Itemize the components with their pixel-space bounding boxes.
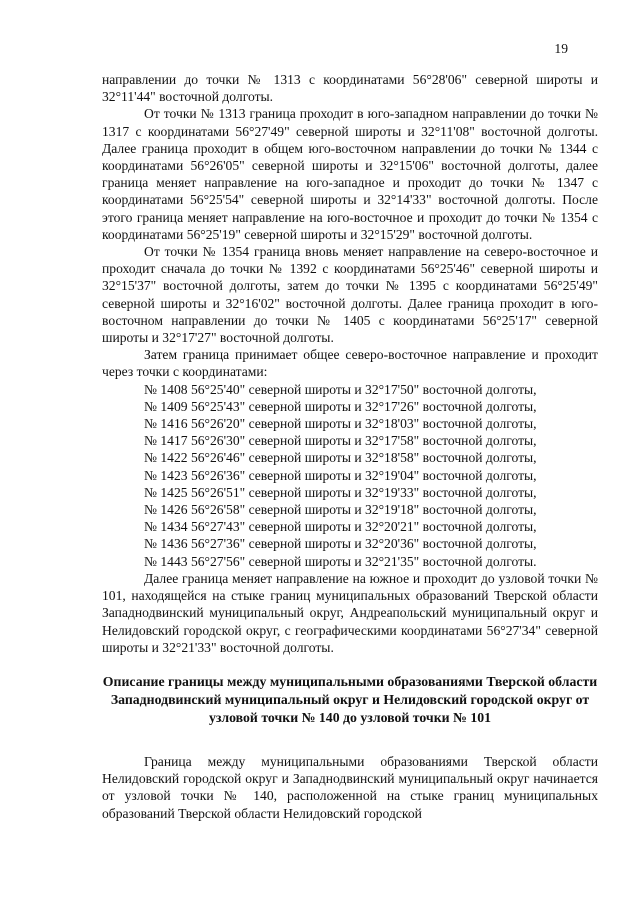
coordinate-item: № 1422 56°26'46" северной широты и 32°18'58" восточной долготы, — [144, 450, 537, 466]
section-title: Описание границы между муниципальными образованиями Тверской области Западнодвинский муниципальный округ и Нелидовский городской округ от узловой точки № 140 до узловой точки № 101 — [102, 673, 598, 725]
coordinate-item: № 1423 56°26'36" северной широты и 32°19'04" восточной долготы, — [144, 467, 537, 483]
paragraph-point-1313: От точки № 1313 граница проходит в юго-западном направлении до точки № 1317 с координатами 56°27'49" северной широты и 32°11'08" восточной долготы. Далее граница проходит в общем юго-восточном направлении до точки № 1344 с координатами 56°26'05" северной широты и 32°15'06" восточной долготы, далее граница меняет направление на юго-западное и проходит до точки № 1347 с координатами 56°25'54" северной широты и 32°14'33" восточной долготы. После этого граница меняет направление на юго-восточное и проходит до точки № 1354 с координатами 56°25'19" северной широты и 32°15'29" восточной долготы. — [102, 106, 598, 242]
paragraph-section-start: Граница между муниципальными образованиями Тверской области Нелидовский городской округ и Западнодвинский муниципальный округ начинается от узловой точки № 140, расположенной на стыке границ муниципальных образований Тверской области Нелидовский городской — [102, 753, 598, 821]
paragraph-continuation: направлении до точки № 1313 с координатами 56°28'06" северной широты и 32°11'44" восточной долготы. — [102, 72, 598, 105]
coordinate-item: № 1409 56°25'43" северной широты и 32°17'26" восточной долготы, — [144, 398, 537, 414]
coordinate-item: № 1408 56°25'40" северной широты и 32°17'50" восточной долготы, — [144, 381, 537, 397]
coordinate-item: № 1425 56°26'51" северной широты и 32°19'33" восточной долготы, — [144, 484, 537, 500]
paragraph-point-1354: От точки № 1354 граница вновь меняет направление на северо-восточное и проходит сначала до точки № 1392 с координатами 56°25'46" северной широты и 32°15'37" восточной долготы, затем до точки № 1395 с координатами 56°25'49" северной широты и 32°16'02" восточной долготы. Далее граница проходит в юго-восточном направлении до точки № 1405 с координатами 56°25'17" северной широты и 32°17'27" восточной долготы. — [102, 244, 598, 346]
coordinate-item: № 1436 56°27'36" северной широты и 32°20'36" восточной долготы, — [144, 536, 537, 552]
paragraph-node-101: Далее граница меняет направление на южное и проходит до узловой точки № 101, находящейся на стыке границ муниципальных образований Тверской области Западнодвинский муниципальный округ, Андреапольский муниципальный округ и Нелидовский городской округ, с географическими координатами 56°27'34" северной широты и 32°21'33" восточной долготы. — [102, 570, 598, 655]
page-number: 19 — [554, 41, 568, 56]
coordinate-item: № 1443 56°27'56" северной широты и 32°21'35" восточной долготы. — [144, 553, 537, 569]
coordinate-item: № 1416 56°26'20" северной широты и 32°18'03" восточной долготы, — [144, 416, 537, 432]
coordinate-item: № 1426 56°26'58" северной широты и 32°19'18" восточной долготы, — [144, 502, 537, 518]
coordinate-item: № 1434 56°27'43" северной широты и 32°20'21" восточной долготы, — [144, 519, 537, 535]
coordinate-item: № 1417 56°26'30" северной широты и 32°17'58" восточной долготы, — [144, 433, 537, 449]
document-content — [102, 71, 598, 822]
paragraph-coordinates-intro: Затем граница принимает общее северо-восточное направление и проходит через точки с координатами: — [102, 347, 598, 380]
coordinate-list — [102, 381, 598, 570]
